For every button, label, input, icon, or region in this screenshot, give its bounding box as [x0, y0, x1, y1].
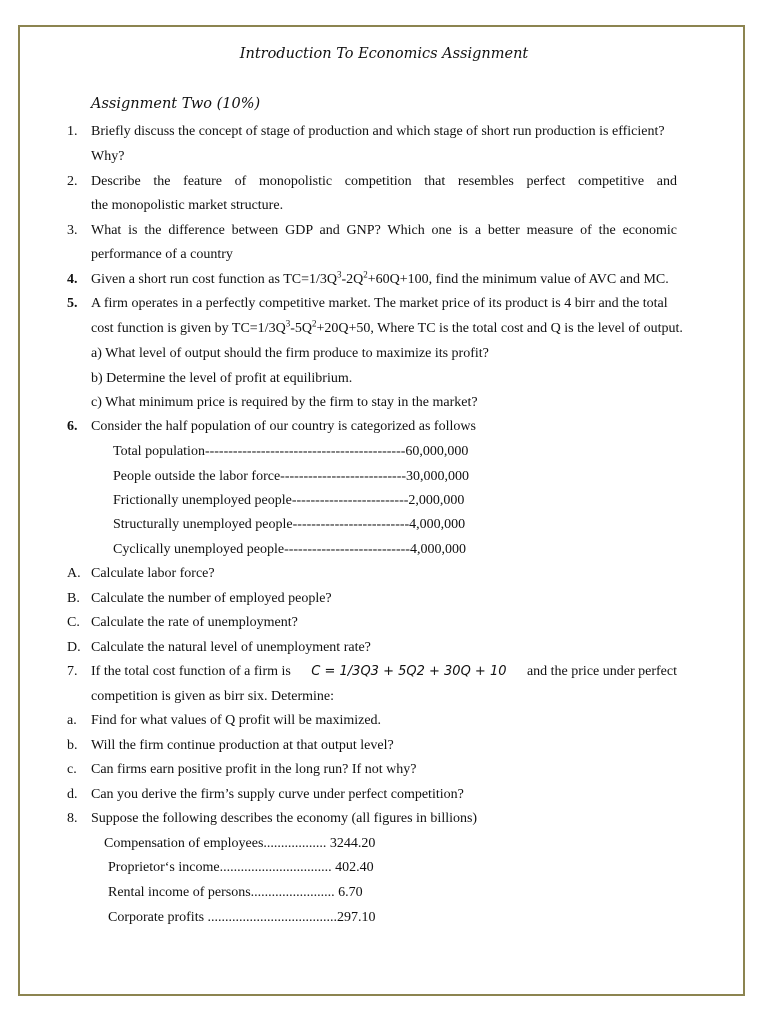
q6-item: Structurally unemployed people-------------------------4,000,000 — [113, 517, 466, 532]
q1-line-1: Briefly discuss the concept of stage of production and which stage of short run production is efficient? — [91, 124, 665, 139]
q2-line-1: Describe the feature of monopolistic competition that resembles perfect competitive and — [91, 174, 677, 189]
q4-text-b: -2Q — [341, 272, 364, 287]
assignment-heading: Assignment Two (10%) — [91, 96, 261, 112]
q7-part-label: a. — [67, 713, 77, 728]
q3-number: 3. — [67, 223, 78, 238]
q3-line-1: What is the difference between GDP and GNP? Which one is a better measure of the economic — [91, 223, 677, 238]
q6-item: Total population-------------------------------------------60,000,000 — [113, 444, 469, 459]
q6-part-text: Calculate the rate of unemployment? — [91, 615, 298, 630]
q5-part-c: c) What minimum price is required by the firm to stay in the market? — [91, 395, 478, 410]
q7-formula: C = 1/3Q3 + 5Q2 + 30Q + 10 — [311, 664, 507, 679]
q4-text-a: Given a short run cost function as TC=1/3Q — [91, 272, 337, 287]
q7-part-text: Will the firm continue production at that output level? — [91, 738, 394, 753]
q5-exponent-1: 3 — [285, 318, 291, 329]
q5-text-b: -5Q — [290, 321, 312, 336]
q6-part-text: Calculate the natural level of unemployment rate? — [91, 640, 371, 655]
q5-part-a: a) What level of output should the firm produce to maximize its profit? — [91, 346, 489, 361]
q5-part-b: b) Determine the level of profit at equilibrium. — [91, 371, 353, 386]
q2-line-2: the monopolistic market structure. — [91, 198, 284, 213]
q8-text: Suppose the following describes the economy (all figures in billions) — [91, 811, 478, 826]
q7-part-label: c. — [67, 762, 77, 777]
q7-part-label: d. — [67, 787, 78, 802]
q6-part-label: D. — [67, 640, 81, 655]
q5-line-2 — [91, 318, 683, 337]
q5-text-a: cost function is given by TC=1/3Q — [91, 321, 286, 336]
q7-part-text: Can firms earn positive profit in the long run? If not why? — [91, 762, 417, 777]
q8-item: Rental income of persons........................ 6.70 — [108, 885, 363, 900]
q5-exponent-2: 2 — [311, 318, 317, 329]
q4-exponent-1: 3 — [337, 269, 342, 280]
q6-item: People outside the labor force---------------------------30,000,000 — [113, 469, 470, 484]
q7-number: 7. — [67, 664, 78, 679]
q7-part-text: Can you derive the firm’s supply curve under perfect competition? — [91, 787, 464, 802]
q7-line-1 — [91, 664, 677, 680]
q6-part-text: Calculate labor force? — [91, 566, 215, 581]
q4-exponent-2: 2 — [363, 269, 368, 280]
q6-part-label: C. — [67, 615, 80, 630]
q6-item: Cyclically unemployed people---------------------------4,000,000 — [113, 542, 466, 557]
q6-part-text: Calculate the number of employed people? — [91, 591, 332, 606]
q7-part-text: Find for what values of Q profit will be maximized. — [91, 713, 382, 728]
q4-line — [91, 269, 669, 288]
q6-number: 6. — [67, 419, 78, 434]
q8-item: Compensation of employees.................. 3244.20 — [104, 836, 376, 851]
q6-part-label: A. — [67, 566, 81, 581]
q6-part-label: B. — [67, 591, 80, 606]
q7-text-post: and the price under perfect — [526, 664, 677, 679]
q7-line-2: competition is given as birr six. Determine: — [91, 689, 335, 704]
q8-item: Proprietor‘s income................................ 402.40 — [108, 860, 374, 875]
q7-text-pre: If the total cost function of a firm is — [91, 664, 291, 679]
document-title: Introduction To Economics Assignment — [239, 46, 529, 62]
q2-number: 2. — [67, 174, 78, 189]
q4-number: 4. — [67, 272, 78, 287]
q8-item: Corporate profits .....................................297.10 — [108, 910, 376, 925]
q1-line-2: Why? — [91, 149, 125, 164]
q1-number: 1. — [67, 124, 78, 139]
q8-number: 8. — [67, 811, 78, 826]
q5-number: 5. — [67, 296, 78, 311]
q4-text-c: +60Q+100, find the minimum value of AVC and MC. — [367, 272, 669, 287]
q3-line-2: performance of a country — [91, 247, 233, 262]
q5-line-1: A firm operates in a perfectly competitive market. The market price of its product is 4 birr and the total — [91, 296, 668, 311]
q5-text-c: +20Q+50, Where TC is the total cost and Q is the level of output. — [316, 321, 683, 336]
q6-text: Consider the half population of our country is categorized as follows — [91, 419, 476, 434]
q6-item: Frictionally unemployed people-------------------------2,000,000 — [113, 493, 465, 508]
q7-part-label: b. — [67, 738, 78, 753]
